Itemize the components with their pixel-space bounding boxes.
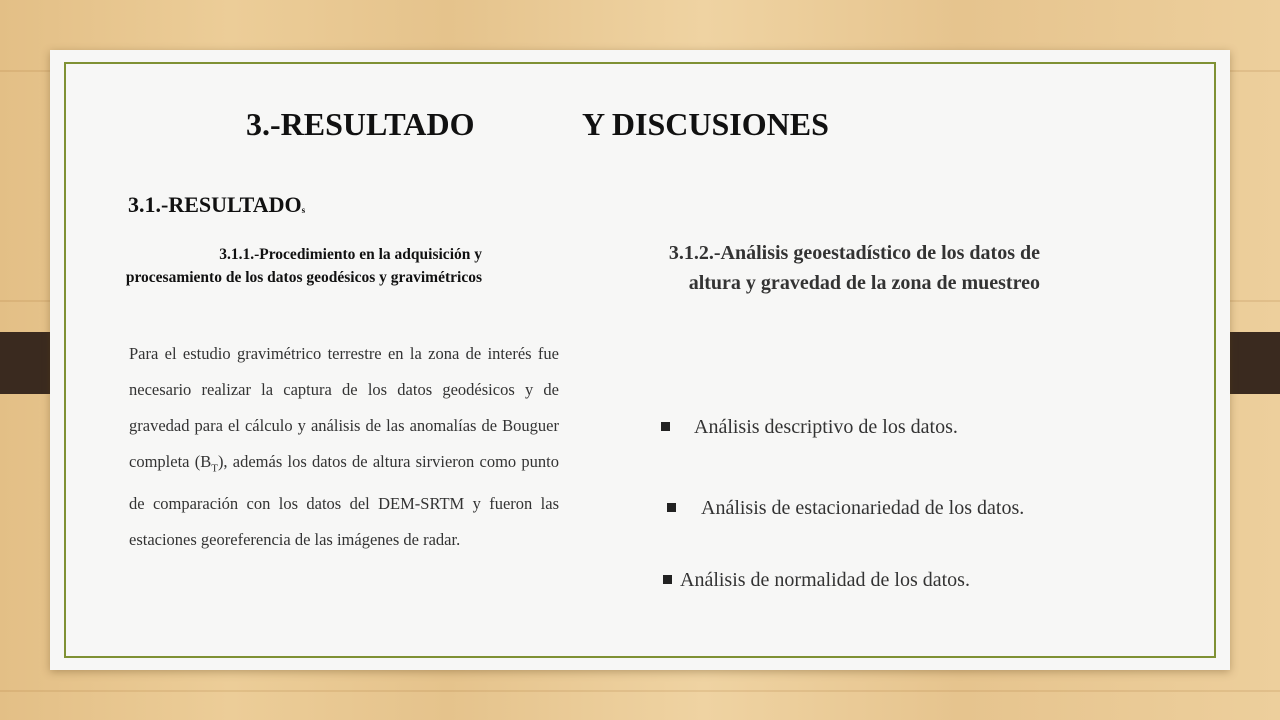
paragraph-part-1: Para el estudio gravimétrico terrestre en la zona de interés fue necesario realizar la captura de los datos geodésicos y de gravedad para el cálculo y análisis de las anomalías de Bouguer completa (B xyxy=(129,344,559,471)
square-bullet-icon xyxy=(661,422,670,431)
bullet-item xyxy=(667,497,1024,520)
square-bullet-icon xyxy=(663,575,672,584)
section-1-subheading: 3.1.1.-Procedimiento en la adquisición y procesamiento de los datos geodésicos y gravimétricos xyxy=(125,246,482,286)
slide-title xyxy=(0,106,1280,146)
bullet-item xyxy=(661,416,958,439)
section-1-heading-text: 3.1.-RESULTADO xyxy=(128,192,302,217)
paragraph-subscript: T xyxy=(211,462,218,475)
bullet-label: Análisis de estacionariedad de los datos. xyxy=(701,497,1025,519)
bullet-label: Análisis descriptivo de los datos. xyxy=(694,416,958,438)
section-1-heading xyxy=(128,192,305,218)
paragraph-part-2: ), además los datos de altura sirvieron como punto de comparación con los datos del DEM-SRTM y fueron las estaciones georeferencia de las imágenes de radar. xyxy=(129,452,559,550)
wood-grain xyxy=(0,690,1280,692)
section-2-heading: 3.1.2.-Análisis geoestadístico de los datos de altura y gravedad de la zona de muestreo xyxy=(668,242,1040,294)
square-bullet-icon xyxy=(667,503,676,512)
bullet-label: Análisis de normalidad de los datos. xyxy=(680,569,970,591)
title-part-2: Y DISCUSIONES xyxy=(582,106,829,142)
title-part-1: 3.-RESULTADO xyxy=(246,106,475,142)
section-1-heading-suffix: s xyxy=(301,205,306,215)
bullet-item xyxy=(663,569,970,592)
section-1-paragraph xyxy=(129,336,559,558)
